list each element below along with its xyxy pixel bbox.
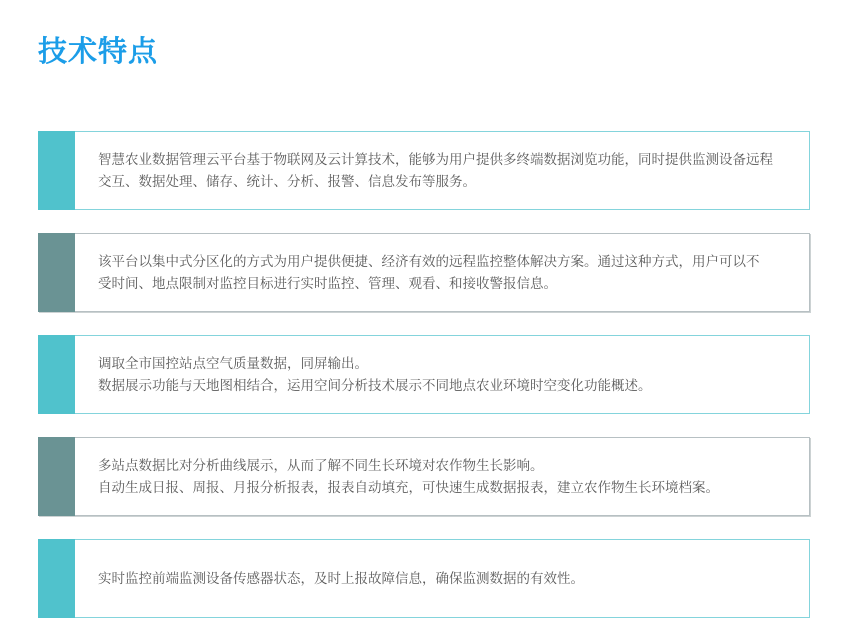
feature-text-line: 调取全市国控站点空气质量数据，同屏输出。 <box>98 355 368 372</box>
feature-text-line: 受时间、地点限制对监控目标进行实时监控、管理、观看、和接收警报信息。 <box>98 275 557 292</box>
page-title: 技术特点 <box>38 34 159 68</box>
feature-card <box>38 233 810 312</box>
feature-text <box>98 353 662 397</box>
feature-card <box>38 437 810 516</box>
feature-text-line: 自动生成日报、周报、月报分析报表，报表自动填充，可快速生成数据报表，建立农作物生长环境档案。 <box>98 479 719 496</box>
feature-text-line: 智慧农业数据管理云平台基于物联网及云计算技术，能够为用户提供多终端数据浏览功能，同时提供监测设备远程 <box>98 151 773 168</box>
feature-card <box>38 539 810 618</box>
accent-bar <box>38 539 75 618</box>
feature-text-line: 交互、数据处理、储存、统计、分析、报警、信息发布等服务。 <box>98 173 476 190</box>
page <box>0 34 850 631</box>
feature-text <box>98 251 770 295</box>
accent-bar <box>38 131 75 210</box>
feature-text <box>98 149 783 193</box>
feature-text <box>98 455 729 499</box>
feature-card-list <box>38 131 810 618</box>
feature-card <box>38 131 810 210</box>
feature-text-line: 数据展示功能与天地图相结合，运用空间分析技术展示不同地点农业环境时空变化功能概述。 <box>98 377 652 394</box>
accent-bar <box>38 437 75 516</box>
feature-text-line: 多站点数据比对分析曲线展示，从而了解不同生长环境对农作物生长影响。 <box>98 457 544 474</box>
feature-text-line: 实时监控前端监测设备传感器状态，及时上报故障信息，确保监测数据的有效性。 <box>98 570 584 587</box>
feature-text-line: 该平台以集中式分区化的方式为用户提供便捷、经济有效的远程监控整体解决方案。通过这种方式，用户可以不 <box>98 253 760 270</box>
feature-card <box>38 335 810 414</box>
accent-bar <box>38 233 75 312</box>
feature-text <box>98 568 594 590</box>
accent-bar <box>38 335 75 414</box>
